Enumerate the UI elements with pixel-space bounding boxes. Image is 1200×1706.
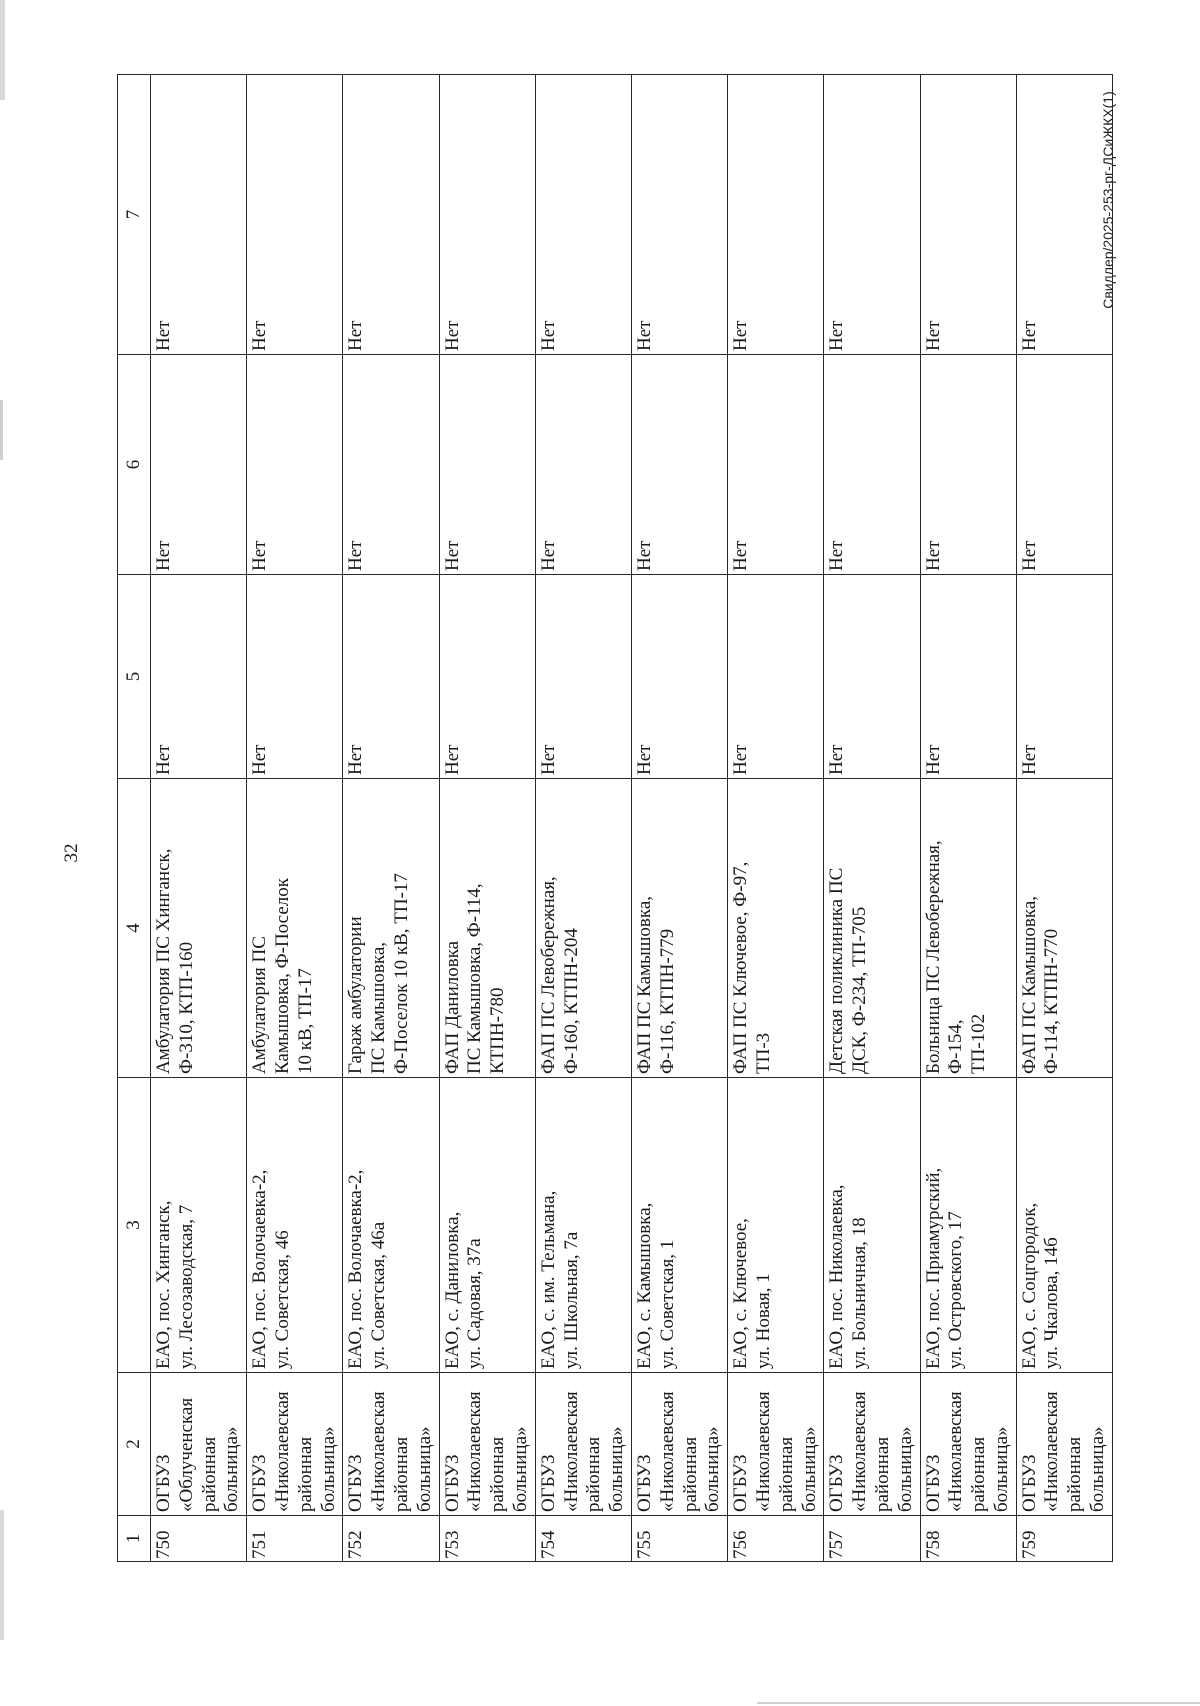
cell-text: Нет (441, 540, 463, 571)
table-cell (920, 779, 1016, 1078)
table-cell (439, 355, 535, 575)
cell-text: ОГБУЗ «Николаевская районная больница» (730, 1391, 820, 1512)
cell-text: 752 (345, 1530, 367, 1559)
table-row (151, 75, 247, 1562)
table-cell (247, 355, 343, 575)
table-cell (151, 1078, 247, 1373)
table-cell (151, 355, 247, 575)
table-cell (343, 355, 439, 575)
cell-text: Нет (922, 320, 944, 351)
table-cell (535, 355, 631, 575)
table-cell (1016, 1078, 1112, 1373)
cell-text: Нет (633, 540, 655, 571)
table-cell (151, 1373, 247, 1516)
table-cell (439, 75, 535, 355)
cell-text: ЕАО, с. им. Тельмана, ул. Школьная, 7а (537, 1190, 582, 1369)
cell-text: Нет (153, 744, 174, 775)
cell-text: ОГБУЗ «Николаевская районная больница» (633, 1391, 724, 1512)
table-cell (920, 1078, 1016, 1373)
cell-text: Детская поликлиника ПС ДСК, Ф-234, ТП-705 (826, 867, 871, 1074)
cell-text: Нет (537, 320, 559, 351)
scan-edge-mark (757, 1702, 1200, 1704)
cell-text: 756 (730, 1530, 752, 1559)
table-cell (728, 1373, 824, 1516)
table-cell (631, 575, 727, 779)
table-cell (824, 355, 920, 575)
cell-text: Нет (249, 540, 271, 571)
table-cell (920, 1373, 1016, 1516)
table-cell (151, 75, 247, 355)
table-cell (439, 779, 535, 1078)
cell-text: Нет (730, 320, 752, 351)
cell-text: Нет (1018, 320, 1040, 351)
table-cell (535, 75, 631, 355)
cell-text: ЕАО, с. Соцгородок, ул. Чкалова, 14б (1018, 1202, 1063, 1369)
cell-text: Нет (249, 320, 271, 351)
scan-edge-mark (0, 400, 3, 460)
cell-text: Нет (441, 744, 463, 775)
table-cell (247, 1516, 343, 1562)
table-cell (535, 575, 631, 779)
table-cell (631, 1373, 727, 1516)
cell-text: ФАП ПС Камышовка, Ф-114, КТПН-770 (1018, 895, 1063, 1074)
table-cell (343, 75, 439, 355)
table-row (920, 75, 1016, 1562)
table-row (728, 75, 824, 1562)
cell-text: ФАП ПС Ключевое, Ф-97, ТП-3 (730, 861, 774, 1074)
cell-text: ОГБУЗ «Николаевская районная больница» (537, 1391, 628, 1512)
table-cell (151, 575, 247, 779)
table-cell (631, 355, 727, 575)
table-cell (824, 75, 920, 355)
cell-text: 753 (441, 1530, 463, 1559)
cell-text: 759 (1018, 1530, 1040, 1559)
table-cell (535, 1078, 631, 1373)
table-cell (439, 1516, 535, 1562)
column-header: 6 (118, 355, 151, 575)
cell-text: Нет (249, 744, 271, 775)
cell-text: Больница ПС Левобережная, Ф-154, ТП-102 (922, 840, 990, 1074)
table-cell (343, 1516, 439, 1562)
cell-text: ФАП ПС Левобережная, Ф-160, КТПН-204 (537, 876, 582, 1074)
column-header: 5 (118, 575, 151, 779)
cell-text: ЕАО, пос. Николаевка, ул. Больничная, 18 (826, 1184, 871, 1369)
table-row (535, 75, 631, 1562)
table-cell (728, 1516, 824, 1562)
table-cell (824, 575, 920, 779)
document-code: Свидлер/2025-253-рг-ДСиЖКХ(1) (1100, 91, 1116, 309)
cell-text: Нет (1018, 540, 1040, 571)
table-cell (247, 575, 343, 779)
cell-text: Нет (922, 540, 944, 571)
column-header: 3 (118, 1078, 151, 1373)
cell-text: ЕАО, с. Даниловка, ул. Садовая, 37а (441, 1211, 486, 1369)
cell-text: Нет (826, 320, 848, 351)
table-cell (151, 779, 247, 1078)
table-cell (1016, 1516, 1112, 1562)
cell-text: Нет (537, 540, 559, 571)
table-cell (824, 1078, 920, 1373)
table-cell (920, 1516, 1016, 1562)
cell-text: Гараж амбулатории ПС Камышовка, Ф-Поселок 10 кВ, ТП-17 (345, 873, 412, 1074)
cell-text: Амбулатория ПС Камышовка, Ф-Поселок 10 кВ, ТП-17 (249, 878, 316, 1074)
table-cell (631, 1516, 727, 1562)
table-cell (439, 575, 535, 779)
cell-text: Нет (345, 744, 367, 775)
table-cell (247, 1373, 343, 1516)
facilities-table (117, 74, 1113, 1562)
table-row (439, 75, 535, 1562)
cell-text: 757 (826, 1530, 848, 1559)
cell-text: ФАП Даниловка ПС Камышовка, Ф-114, КТПН-780 (441, 883, 509, 1074)
cell-text: ЕАО, с. Ключевое, ул. Новая, 1 (730, 1218, 774, 1369)
cell-text: ОГБУЗ «Николаевская районная больница» (922, 1391, 1012, 1512)
cell-text: 751 (249, 1530, 271, 1559)
table-cell (535, 1373, 631, 1516)
table-cell (824, 1373, 920, 1516)
cell-text: ОГБУЗ «Николаевская районная больница» (1018, 1391, 1109, 1512)
table-cell (728, 779, 824, 1078)
table-cell (535, 1516, 631, 1562)
cell-text: ЕАО, с. Камышовка, ул. Советская, 1 (633, 1202, 678, 1369)
table-cell (920, 75, 1016, 355)
table-cell (728, 1078, 824, 1373)
cell-text: ОГБУЗ «Николаевская районная больница» (441, 1391, 531, 1512)
cell-text: ОГБУЗ «Облученская районная больница» (153, 1397, 243, 1512)
table-cell (439, 1078, 535, 1373)
cell-text: ЕАО, пос. Волочаевка-2, ул. Советская, 46а (345, 1169, 390, 1369)
column-header: 7 (118, 75, 151, 355)
table-cell (247, 1078, 343, 1373)
cell-text: Нет (441, 320, 463, 351)
cell-text: Амбулатория ПС Хинганск, Ф-310, КТП-160 (153, 848, 197, 1074)
cell-text: Нет (345, 540, 367, 571)
table-cell (631, 1078, 727, 1373)
table-cell (1016, 575, 1112, 779)
table-cell (728, 355, 824, 575)
table-cell (1016, 779, 1112, 1078)
table-header-row (118, 75, 151, 1562)
cell-text: Нет (537, 744, 559, 775)
scan-edge-mark (0, 1510, 4, 1640)
table-row (631, 75, 727, 1562)
cell-text: Нет (153, 540, 174, 571)
table-cell (824, 1516, 920, 1562)
table-cell (631, 75, 727, 355)
cell-text: ЕАО, пос. Волочаевка-2, ул. Советская, 46 (249, 1169, 293, 1369)
table-cell (728, 75, 824, 355)
table-cell (728, 575, 824, 779)
cell-text: 750 (153, 1530, 174, 1559)
cell-text: Нет (730, 744, 752, 775)
table-cell (151, 1516, 247, 1562)
table-cell (343, 1078, 439, 1373)
cell-text: Нет (826, 540, 848, 571)
table-cell (1016, 75, 1112, 355)
table-row (1016, 75, 1112, 1562)
table-cell (343, 779, 439, 1078)
table-row (824, 75, 920, 1562)
column-header: 4 (118, 779, 151, 1078)
cell-text: Нет (345, 320, 367, 351)
cell-text: 758 (922, 1530, 944, 1559)
page-number: 32 (61, 843, 82, 863)
cell-text: ОГБУЗ «Николаевская районная больница» (345, 1391, 435, 1512)
table-cell (247, 75, 343, 355)
cell-text: Нет (153, 320, 174, 351)
cell-text: Нет (633, 744, 655, 775)
column-header: 2 (118, 1373, 151, 1516)
cell-text: 754 (537, 1530, 559, 1559)
table-cell (631, 779, 727, 1078)
cell-text: ОГБУЗ «Николаевская районная больница» (826, 1391, 916, 1512)
cell-text: ЕАО, пос. Хинганск, ул. Лесозаводская, 7 (153, 1200, 197, 1369)
cell-text: ЕАО, пос. Приамурский, ул. Островского, 17 (922, 1167, 967, 1369)
cell-text: Нет (1018, 744, 1040, 775)
table-cell (824, 779, 920, 1078)
table-cell (535, 779, 631, 1078)
table-row (343, 75, 439, 1562)
cell-text: 755 (633, 1530, 655, 1559)
cell-text: Нет (826, 744, 848, 775)
table-cell (1016, 355, 1112, 575)
cell-text: ОГБУЗ «Николаевская районная больница» (249, 1391, 339, 1512)
cell-text: Нет (730, 540, 752, 571)
table-cell (920, 575, 1016, 779)
table-cell (343, 1373, 439, 1516)
cell-text: ФАП ПС Камышовка, Ф-116, КТПН-779 (633, 895, 678, 1074)
cell-text: Нет (633, 320, 655, 351)
table-cell (343, 575, 439, 779)
table-cell (439, 1373, 535, 1516)
table-cell (1016, 1373, 1112, 1516)
cell-text: Нет (922, 744, 944, 775)
column-header: 1 (118, 1516, 151, 1562)
table-cell (920, 355, 1016, 575)
table-cell (247, 779, 343, 1078)
table-row (247, 75, 343, 1562)
scan-edge-mark (0, 0, 5, 100)
